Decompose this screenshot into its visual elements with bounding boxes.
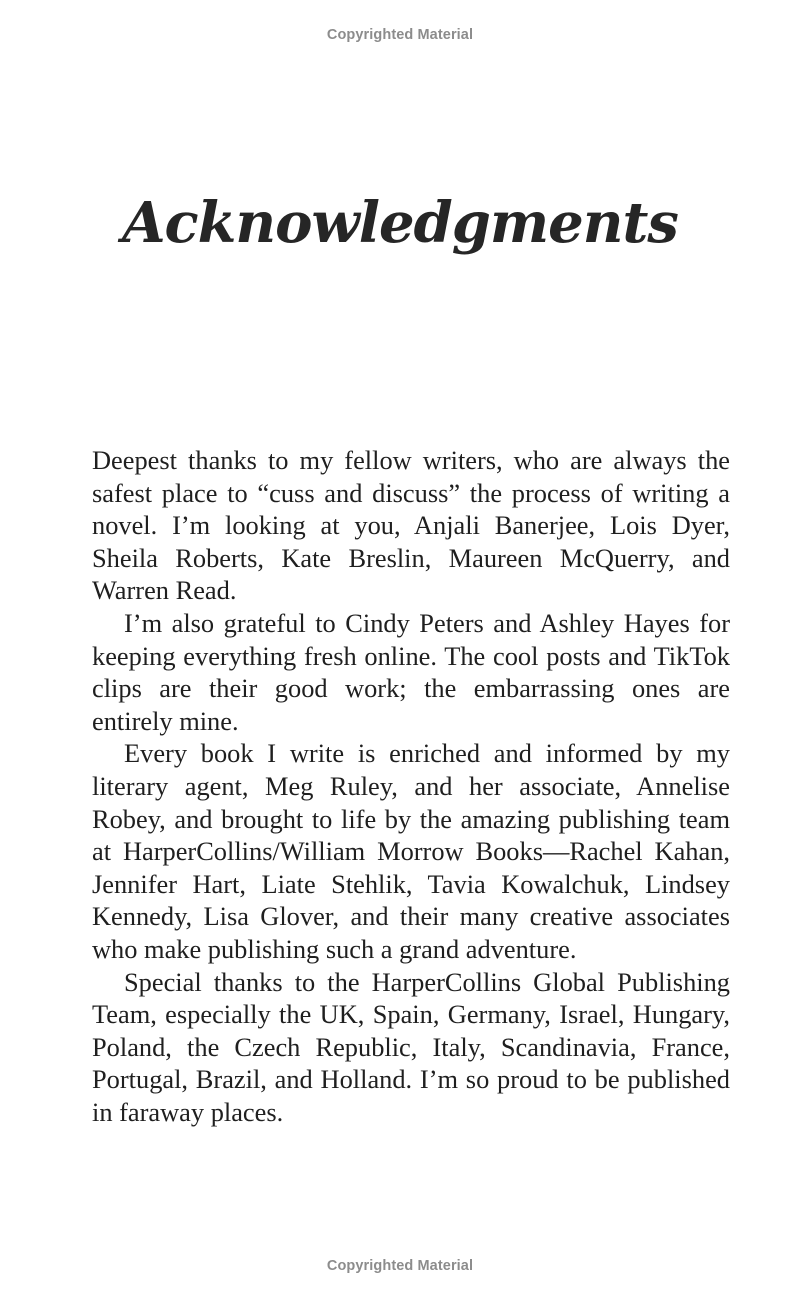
copyright-watermark-top: Copyrighted Material — [326, 27, 474, 43]
page-title: Acknowledgments — [122, 190, 678, 256]
acknowledgments-body — [92, 444, 730, 1128]
paragraph-4: Special thanks to the HarperCollins Global Publishing Team, especially the UK, Spain, Germany, Israel, Hungary, Poland, the Czech Republic, Italy, Scandinavia, France, Portugal, Brazil, and Holland. I’m so proud to be published in faraway places. — [92, 966, 730, 1127]
paragraph-1: Deepest thanks to my fellow writers, who are always the safest place to “cuss and discuss” the process of writing a novel. I’m looking at you, Anjali Banerjee, Lois Dyer, Sheila Roberts, Kate Breslin, Maureen McQuerry, and Warren Read. — [92, 445, 730, 606]
copyright-watermark-bottom: Copyrighted Material — [326, 1258, 474, 1274]
paragraph-2: I’m also grateful to Cindy Peters and Ashley Hayes for keeping everything fresh online. The cool posts and TikTok clips are their good work; the embarrassing ones are entirely mine. — [92, 607, 730, 736]
paragraph-3: Every book I write is enriched and informed by my literary agent, Meg Ruley, and her associate, Annelise Robey, and brought to life by the amazing publishing team at HarperCollins/William Morrow Books—Rachel Kahan, Jennifer Hart, Liate Stehlik, Tavia Kowalchuk, Lindsey Kennedy, Lisa Glover, and their many creative associates who make publishing such a grand adventure. — [92, 738, 730, 964]
